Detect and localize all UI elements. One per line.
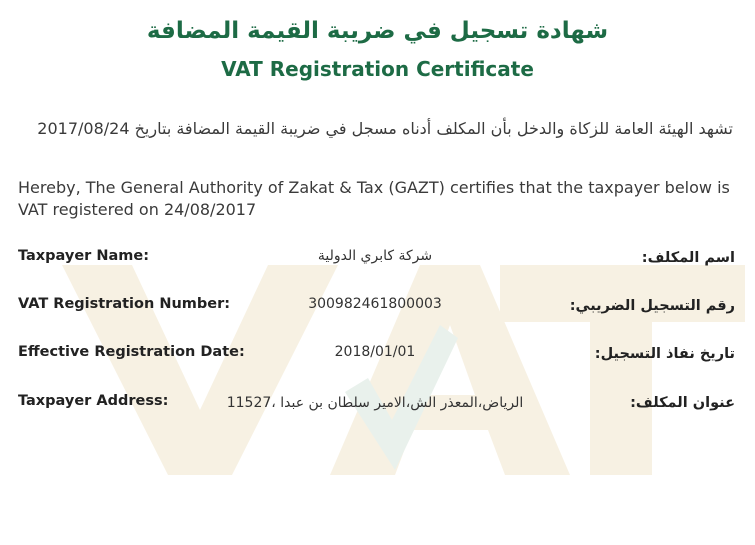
effective-date-value: 2018/01/01: [334, 344, 416, 360]
effective-date-label-arabic: تاريخ نفاذ التسجيل:: [594, 346, 735, 362]
taxpayer-address-label: Taxpayer Address:: [18, 393, 169, 409]
taxpayer-address-label-arabic: عنوان المكلف:: [630, 395, 735, 411]
vat-number-row: [0, 296, 755, 320]
taxpayer-address-row: [0, 393, 755, 417]
certificate-statement-arabic: تشهد الهيئة العامة للزكاة والدخل بأن المكلف أدناه مسجل في ضريبة القيمة المضافة بتاريخ 2017/08/24: [37, 119, 733, 138]
vat-number-label: VAT Registration Number:: [18, 296, 231, 312]
effective-date-row: [0, 344, 755, 368]
vat-number-value: 300982461800003: [308, 296, 442, 312]
certificate-statement-english: Hereby, The General Authority of Zakat & Tax (GAZT) certifies that the taxpayer below is VAT registered on 24/08/2017: [18, 178, 730, 219]
certificate-title-arabic: شهادة تسجيل في ضريبة القيمة المضافة: [146, 18, 609, 44]
taxpayer-name-label: Taxpayer Name:: [18, 248, 150, 264]
taxpayer-name-value: شركة كابري الدولية: [317, 248, 433, 264]
taxpayer-name-row: [0, 248, 755, 272]
effective-date-label: Effective Registration Date:: [18, 344, 245, 360]
taxpayer-address-value: الرياض،المعذر الش،الامير سلطان بن عبدا ،11527: [226, 395, 524, 411]
taxpayer-name-label-arabic: اسم المكلف:: [641, 250, 735, 266]
certificate-title-english: VAT Registration Certificate: [221, 57, 534, 81]
vat-number-label-arabic: رقم التسجيل الضريبي:: [569, 298, 735, 314]
